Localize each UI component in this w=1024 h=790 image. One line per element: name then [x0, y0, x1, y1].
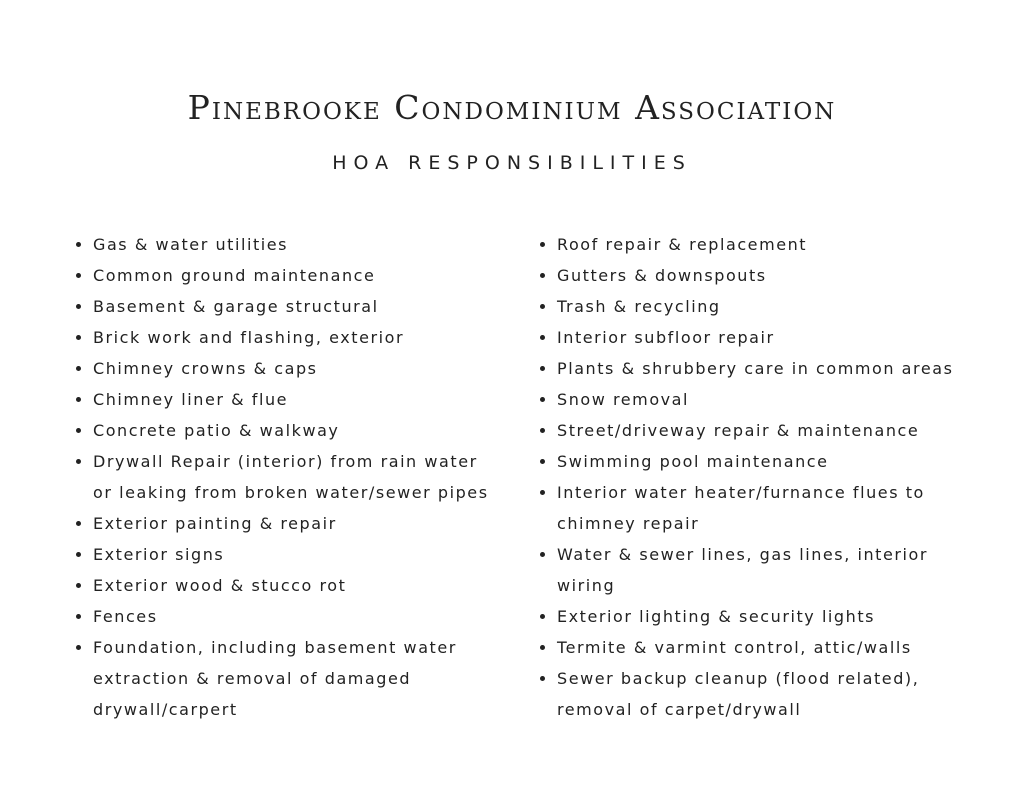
list-item-text: Gutters & downspouts — [557, 266, 767, 285]
list-item-text: Snow removal — [557, 390, 690, 409]
list-item — [539, 539, 1009, 601]
left-responsibilities-list — [75, 229, 530, 725]
list-item — [539, 291, 1009, 322]
list-item-text: extraction & removal of damaged — [93, 669, 412, 688]
list-item-text: Drywall Repair (interior) from rain water — [93, 452, 478, 471]
list-item-text: Brick work and flashing, exterior — [93, 328, 405, 347]
list-item — [75, 291, 530, 322]
list-item-text: Exterior lighting & security lights — [557, 607, 876, 626]
list-item-text: removal of carpet/drywall — [557, 700, 802, 719]
list-item — [75, 229, 530, 260]
list-item-text: chimney repair — [557, 514, 700, 533]
list-item — [539, 384, 1009, 415]
list-item-text: Interior subfloor repair — [557, 328, 775, 347]
list-item — [75, 632, 530, 725]
list-item — [75, 415, 530, 446]
list-item — [75, 570, 530, 601]
list-item — [75, 446, 530, 508]
list-item — [75, 601, 530, 632]
list-item-text: Exterior painting & repair — [93, 514, 337, 533]
list-item-text: Gas & water utilities — [93, 235, 289, 254]
list-item — [539, 601, 1009, 632]
list-item — [75, 260, 530, 291]
list-item-text: Concrete patio & walkway — [93, 421, 340, 440]
list-item-text: Basement & garage structural — [93, 297, 379, 316]
right-responsibilities-list — [539, 229, 1009, 725]
list-item-text: Swimming pool maintenance — [557, 452, 829, 471]
list-item — [539, 229, 1009, 260]
list-item — [539, 446, 1009, 477]
list-item-text: Roof repair & replacement — [557, 235, 808, 254]
list-item — [75, 539, 530, 570]
list-item — [539, 322, 1009, 353]
page-title: Pinebrooke Condominium Association — [187, 88, 837, 127]
list-item-text: Water & sewer lines, gas lines, interior — [557, 545, 928, 564]
list-item — [539, 632, 1009, 663]
list-item — [539, 415, 1009, 446]
list-item-text: Street/driveway repair & maintenance — [557, 421, 920, 440]
list-item — [539, 477, 1009, 539]
list-item — [539, 353, 1009, 384]
list-item — [75, 508, 530, 539]
list-item — [75, 353, 530, 384]
list-item-text: Trash & recycling — [557, 297, 721, 316]
list-item-text: drywall/carpert — [93, 700, 238, 719]
list-item-text: Termite & varmint control, attic/walls — [557, 638, 912, 657]
list-item-text: or leaking from broken water/sewer pipes — [93, 483, 489, 502]
list-item — [539, 663, 1009, 725]
list-item-text: Common ground maintenance — [93, 266, 376, 285]
list-item-text: Interior water heater/furnance flues to — [557, 483, 925, 502]
list-item-text: Sewer backup cleanup (flood related), — [557, 669, 920, 688]
list-item — [75, 322, 530, 353]
list-item-text: Chimney crowns & caps — [93, 359, 318, 378]
list-item-text: Plants & shrubbery care in common areas — [557, 359, 954, 378]
list-item-text: Exterior wood & stucco rot — [93, 576, 347, 595]
list-item-text: Foundation, including basement water — [93, 638, 457, 657]
list-item-text: Exterior signs — [93, 545, 225, 564]
page-subtitle: HOA RESPONSIBILITIES — [332, 152, 692, 174]
list-item-text: Fences — [93, 607, 158, 626]
list-item — [75, 384, 530, 415]
list-item-text: wiring — [557, 576, 616, 595]
list-item-text: Chimney liner & flue — [93, 390, 289, 409]
list-item — [539, 260, 1009, 291]
